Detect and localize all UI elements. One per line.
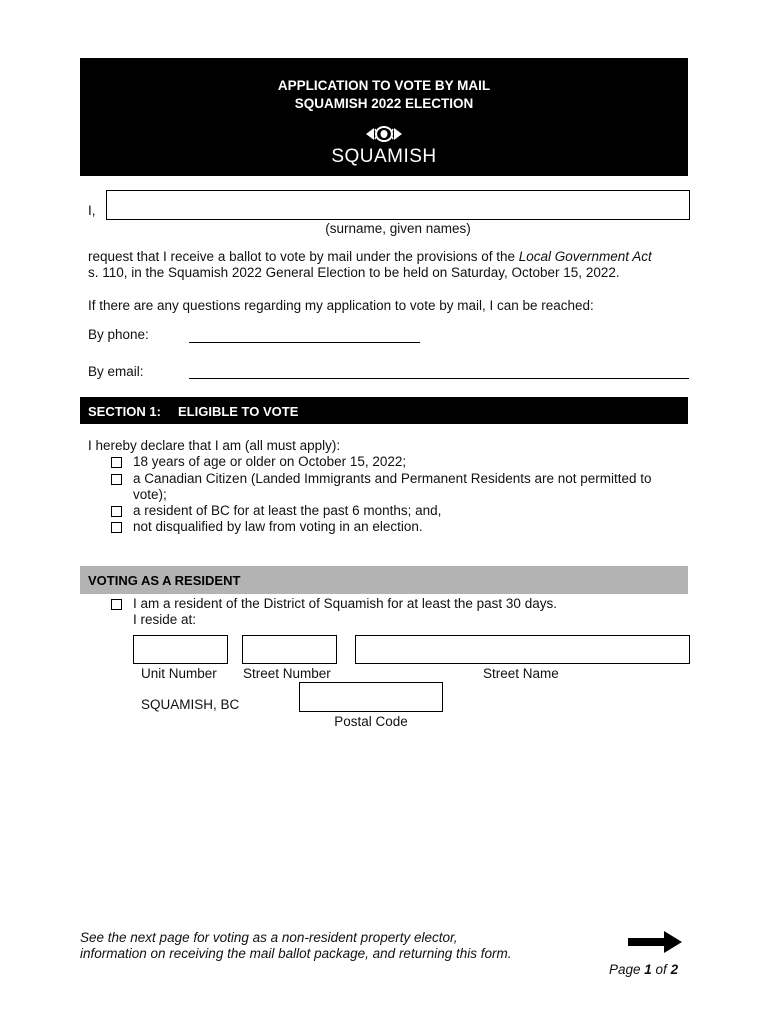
page-prefix: Page <box>609 962 645 977</box>
phone-label: By phone: <box>88 327 149 342</box>
applicant-prefix: I, <box>88 203 96 218</box>
squamish-logo-icon <box>364 124 404 144</box>
resident-check-text: I am a resident of the District of Squamish for at least the past 30 days. <box>133 596 557 611</box>
checkbox-not-disqualified[interactable] <box>111 522 122 533</box>
footer-note-line1: See the next page for voting as a non-resident property elector, <box>80 930 458 945</box>
checkbox-age[interactable] <box>111 457 122 468</box>
eligibility-item-not-disqualified: not disqualified by law from voting in an election. <box>133 519 423 534</box>
street-name-field[interactable] <box>355 635 690 664</box>
email-field[interactable] <box>189 363 689 379</box>
section1-title: ELIGIBLE TO VOTE <box>178 404 299 419</box>
unit-number-field[interactable] <box>133 635 228 664</box>
request-text: request that I receive a ballot to vote by mail under the provisions of the <box>88 249 519 264</box>
street-name-label: Street Name <box>483 666 559 681</box>
request-line1 <box>88 249 688 264</box>
section1-header <box>80 397 688 424</box>
next-page-arrow-icon <box>628 931 682 953</box>
contact-intro: If there are any questions regarding my application to vote by mail, I can be reached: <box>88 298 594 313</box>
form-header <box>80 58 688 176</box>
page-mid: of <box>651 962 671 977</box>
page-current: 1 <box>644 962 652 977</box>
checkbox-bc-resident[interactable] <box>111 506 122 517</box>
request-line2: s. 110, in the Squamish 2022 General Election to be held on Saturday, October 15, 2022. <box>88 265 620 280</box>
applicant-name-caption: (surname, given names) <box>325 221 471 236</box>
reside-at-label: I reside at: <box>133 612 197 627</box>
postal-code-label: Postal Code <box>334 714 408 729</box>
section1-number: SECTION 1: <box>88 404 161 419</box>
resident-section-title: VOTING AS A RESIDENT <box>88 573 241 588</box>
page-total: 2 <box>670 962 679 977</box>
phone-field[interactable] <box>189 327 420 343</box>
form-title-line1: APPLICATION TO VOTE BY MAIL <box>277 78 491 93</box>
eligibility-item-citizen: a Canadian Citizen (Landed Immigrants and Permanent Residents are not permitted to <box>133 471 652 486</box>
eligibility-item-age: 18 years of age or older on October 15, 2022; <box>133 454 407 469</box>
eligibility-item-citizen-cont: vote); <box>133 487 167 502</box>
declaration-text: I hereby declare that I am (all must apply): <box>88 438 341 453</box>
street-number-field[interactable] <box>242 635 337 664</box>
eligibility-item-bc-resident: a resident of BC for at least the past 6 months; and, <box>133 503 442 518</box>
resident-section-header <box>80 566 688 594</box>
applicant-name-field[interactable] <box>106 190 690 220</box>
city-province: SQUAMISH, BC <box>141 697 240 712</box>
footer-note-line2: information on receiving the mail ballot package, and returning this form. <box>80 946 512 961</box>
page-number <box>609 962 678 977</box>
form-title-line2: SQUAMISH 2022 ELECTION <box>294 96 474 111</box>
checkbox-squamish-resident[interactable] <box>111 599 122 610</box>
email-label: By email: <box>88 364 144 379</box>
unit-number-label: Unit Number <box>141 666 217 681</box>
squamish-logo-text: SQUAMISH <box>331 146 437 167</box>
checkbox-citizen[interactable] <box>111 474 122 485</box>
street-number-label: Street Number <box>243 666 331 681</box>
local-government-act: Local Government Act <box>518 249 652 264</box>
postal-code-field[interactable] <box>299 682 443 712</box>
